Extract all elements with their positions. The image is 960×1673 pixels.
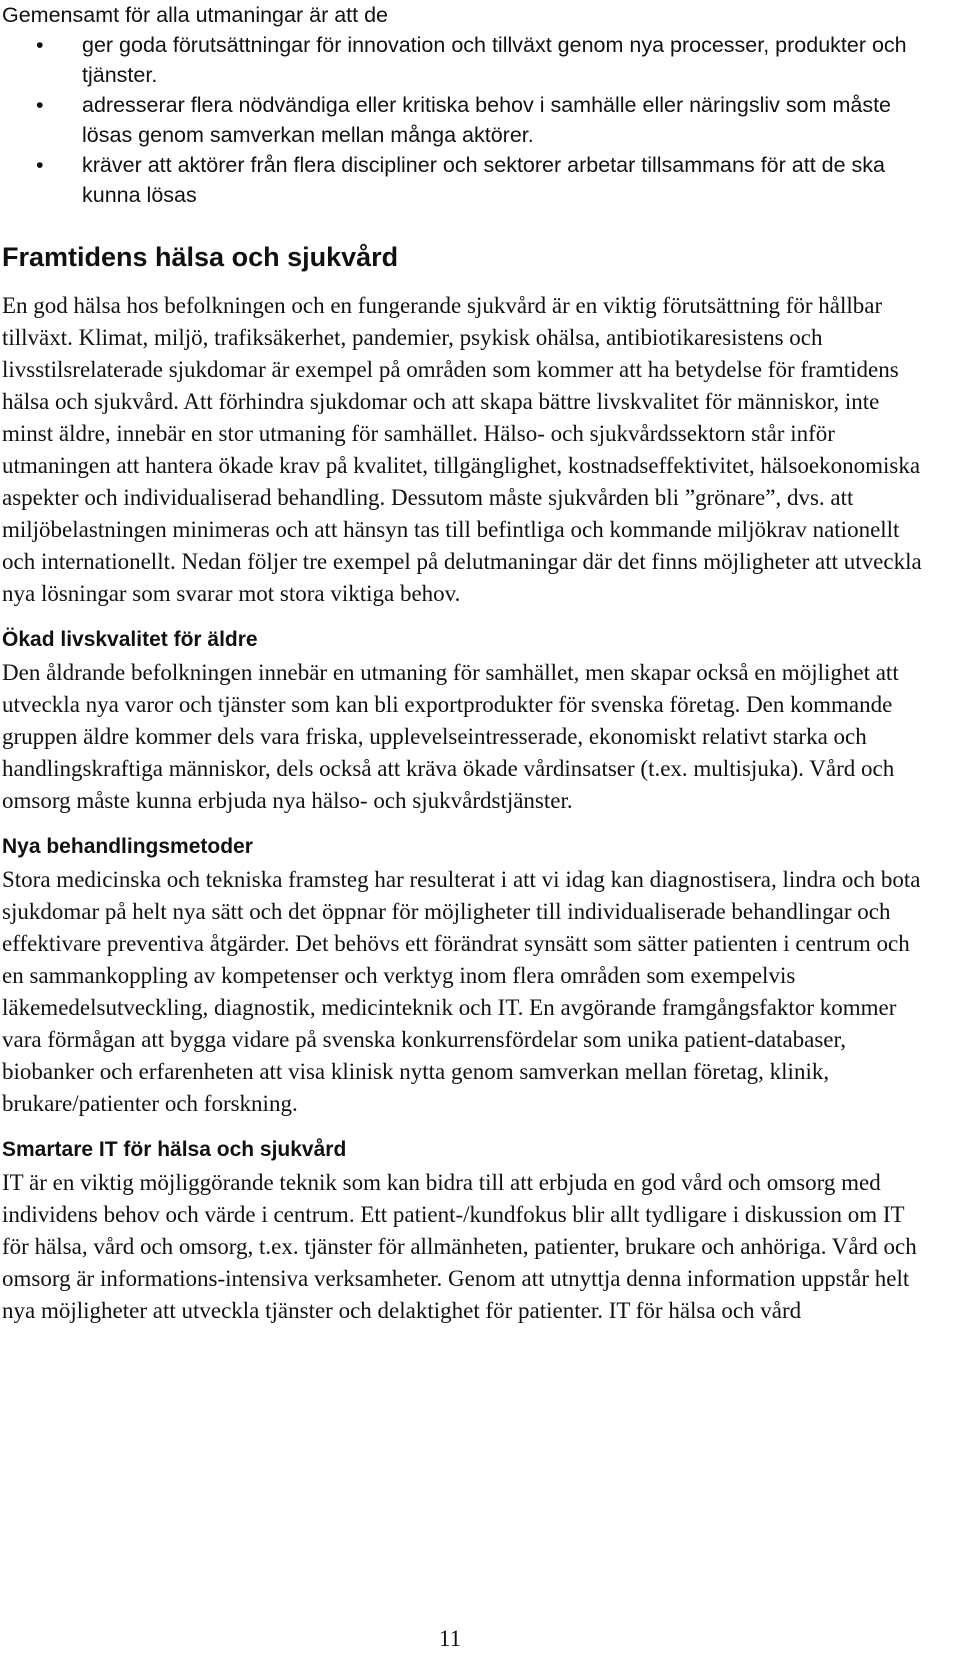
intro-bullet-list bbox=[2, 30, 932, 210]
subsection-paragraph: Den åldrande befolkningen innebär en utmaning för samhället, men skapar också en möjlighet att utveckla nya varor och tjänster som kan bli exportprodukter för svenska företag. Den kommande gruppen äldre kommer dels vara friska, upplevelseintresserade, ekonomiskt relativt starka och handlingskraftiga människor, dels också att kräva ökade vårdinsatser (t.ex. multisjuka). Vård och omsorg måste kunna erbjuda nya hälso- och sjukvårdstjänster. bbox=[2, 660, 899, 813]
bullet-icon: • bbox=[36, 93, 44, 117]
list-item bbox=[2, 90, 932, 150]
bullet-icon: • bbox=[36, 153, 44, 177]
section-paragraph: En god hälsa hos befolkningen och en fungerande sjukvård är en viktig förutsättning för hållbar tillväxt. Klimat, miljö, trafiksäkerhet, pandemier, psykisk ohälsa, antibiotikaresistens och livsstilsrelaterade sjukdomar är exempel på områden som kommer att ha betydelse för framtidens hälsa och sjukvård. Att förhindra sjukdomar och att skapa bättre livskvalitet för människor, inte minst äldre, innebär en stor utmaning för samhället. Hälso- och sjukvårdssektorn står inför utmaningen att hantera ökade krav på kvalitet, tillgänglighet, kostnadseffektivitet, hälsoekonomiska aspekter och individualiserad behandling. Dessutom måste sjukvården bli ”grönare”, dvs. att miljöbelastningen minimeras och att hänsyn tas till befintliga och kommande miljökrav nationellt och internationellt. Nedan följer tre exempel på delutmaningar där det finns möjligheter att utveckla nya lösningar som svarar mot stora viktiga behov. bbox=[2, 293, 922, 606]
subsection-paragraph: IT är en viktig möjliggörande teknik som kan bidra till att erbjuda en god vård och omsorg med individens behov och värde i centrum. Ett patient-/kundfokus blir allt tydligare i diskussion om IT för hälsa, vård och omsorg, t.ex. tjänster för allmänheten, patienter, brukare och anhöriga. Vård och omsorg är informations-intensiva verksamheter. Genom att utnyttja denna information uppstår helt nya möjligheter att utveckla tjänster och delaktighet för patienter. IT för hälsa och vård bbox=[2, 1170, 917, 1323]
list-item bbox=[2, 30, 932, 90]
bullet-icon: • bbox=[36, 33, 44, 57]
list-item-text: adresserar flera nödvändiga eller kritiska behov i samhälle eller näringsliv som måste lösas genom samverkan mellan många aktörer. bbox=[82, 93, 892, 147]
subsection-heading: Nya behandlingsmetoder bbox=[2, 835, 253, 858]
subsection-paragraph: Stora medicinska och tekniska framsteg har resulterat i att vi idag kan diagnostisera, lindra och bota sjukdomar på helt nya sätt och det öppnar för möjligheter till individualiserade behandlingar och effektivare preventiva åtgärder. Det behövs ett förändrat synsätt som sätter patienten i centrum och en sammankoppling av kompetenser och verktyg inom flera områden som exempelvis läkemedelsutveckling, diagnostik, medicinteknik och IT. En avgörande framgångsfaktor kommer vara förmågan att bygga vidare på svenska konkurrensfördelar som unika patient-databaser, biobanker och erfarenheten att visa klinisk nytta genom samverkan mellan företag, klinik, brukare/patienter och forskning. bbox=[2, 867, 921, 1116]
list-item-text: ger goda förutsättningar för innovation och tillväxt genom nya processer, produkter och tjänster. bbox=[82, 33, 907, 87]
intro-lead: Gemensamt för alla utmaningar är att de bbox=[2, 3, 388, 27]
list-item bbox=[2, 150, 932, 210]
subsection-heading: Smartare IT för hälsa och sjukvård bbox=[2, 1138, 347, 1161]
subsection-heading: Ökad livskvalitet för äldre bbox=[2, 628, 258, 651]
page-number: 11 bbox=[438, 1626, 462, 1651]
page-content bbox=[2, 0, 932, 1327]
list-item-text: kräver att aktörer från flera discipliner och sektorer arbetar tillsammans för att de ska kunna lösas bbox=[82, 153, 885, 207]
section-heading: Framtidens hälsa och sjukvård bbox=[2, 242, 399, 272]
